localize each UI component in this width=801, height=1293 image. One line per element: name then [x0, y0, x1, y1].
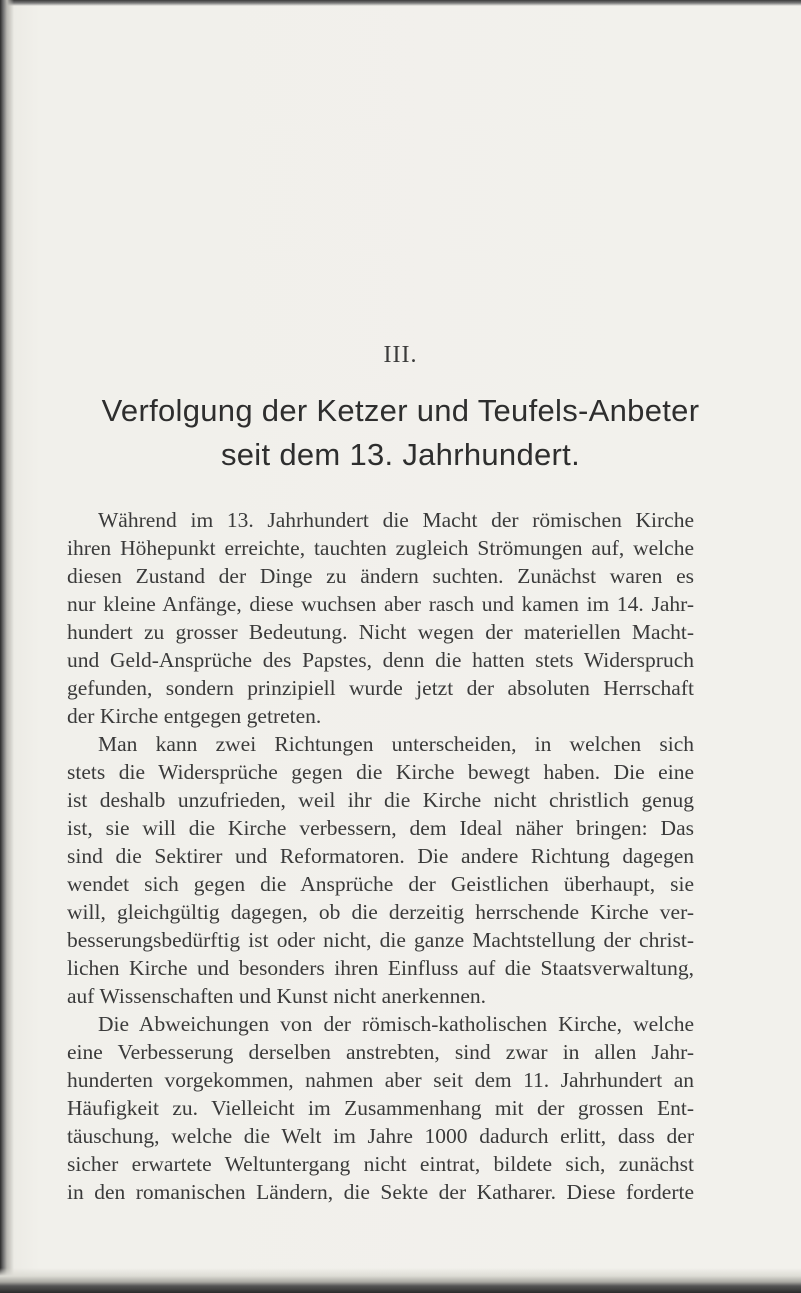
text-line: diesen Zustand der Dinge zu ändern suchten. Zunächst waren es: [67, 564, 694, 588]
text-line: wendet sich gegen die Ansprüche der Geistlichen überhaupt, sie: [67, 872, 694, 896]
text-line: Häufigkeit zu. Vielleicht im Zusammenhang mit der grossen Ent-: [67, 1096, 694, 1120]
text-line: nur kleine Anfänge, diese wuchsen aber rasch und kamen im 14. Jahr-: [67, 592, 694, 616]
text-line: sicher erwartete Weltuntergang nicht eintrat, bildete sich, zunächst: [67, 1152, 694, 1176]
text-line: täuschung, welche die Welt im Jahre 1000 dadurch erlitt, dass der: [67, 1124, 694, 1148]
text-line: eine Verbesserung derselben anstrebten, sind zwar in allen Jahr-: [67, 1040, 694, 1064]
chapter-number: III.: [383, 342, 418, 368]
page-bottom-edge: [0, 1268, 801, 1293]
text-line: besserungsbedürftig ist oder nicht, die ganze Machtstellung der christ-: [67, 928, 694, 952]
text-line: Die Abweichungen von der römisch-katholischen Kirche, welche: [98, 1012, 694, 1036]
page-top-edge: [0, 0, 801, 6]
text-line: will, gleichgültig dagegen, ob die derzeitig herrschende Kirche ver-: [67, 900, 694, 924]
chapter-title-line-1: Verfolgung der Ketzer und Teufels-Anbeter: [101, 393, 700, 428]
text-line: Man kann zwei Richtungen unterscheiden, in welchen sich: [98, 732, 694, 756]
text-line: lichen Kirche und besonders ihren Einfluss auf die Staatsverwaltung,: [67, 956, 694, 980]
text-line: hunderten vorgekommen, nahmen aber seit dem 11. Jahrhundert an: [67, 1068, 694, 1092]
text-line: ihren Höhepunkt erreichte, tauchten zugleich Strömungen auf, welche: [67, 536, 694, 560]
text-line: ist deshalb unzufrieden, weil ihr die Kirche nicht christlich genug: [67, 788, 694, 812]
text-line: gefunden, sondern prinzipiell wurde jetzt der absoluten Herrschaft: [67, 676, 694, 700]
text-line: und Geld-Ansprüche des Papstes, denn die hatten stets Widerspruch: [67, 648, 694, 672]
text-line: auf Wissenschaften und Kunst nicht anerkennen.: [67, 984, 487, 1008]
text-line: stets die Widersprüche gegen die Kirche bewegt haben. Die eine: [67, 760, 694, 784]
text-line: hundert zu grosser Bedeutung. Nicht wegen der materiellen Macht-: [67, 620, 694, 644]
text-line: in den romanischen Ländern, die Sekte der Katharer. Diese forderte: [67, 1180, 694, 1204]
page-binding-edge: [0, 0, 14, 1293]
text-line: der Kirche entgegen getreten.: [67, 704, 322, 728]
text-line: Während im 13. Jahrhundert die Macht der römischen Kirche: [98, 508, 694, 532]
text-line: ist, sie will die Kirche verbessern, dem Ideal näher bringen: Das: [67, 816, 694, 840]
text-line: sind die Sektirer und Reformatoren. Die andere Richtung dagegen: [67, 844, 694, 868]
chapter-title-line-2: seit dem 13. Jahrhundert.: [220, 437, 581, 472]
